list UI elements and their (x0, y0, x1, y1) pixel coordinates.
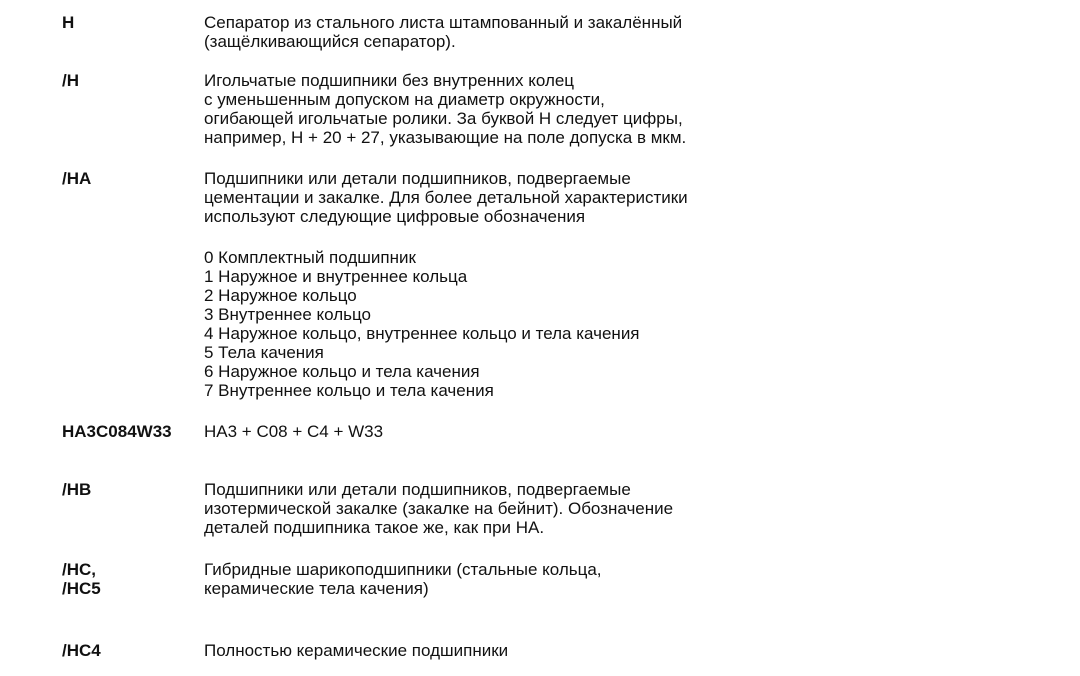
list-item: 1 Наружное и внутреннее кольца (204, 267, 468, 286)
code-slash-h: /H (62, 71, 79, 90)
list-item: 7 Внутреннее кольцо и тела качения (204, 381, 494, 400)
list-item: 2 Наружное кольцо (204, 286, 357, 305)
description-h (204, 13, 1064, 51)
description-line: Гибридные шарикоподшипники (стальные кольца, (204, 560, 602, 579)
description-line: Сепаратор из стального листа штампованный и закалённый (204, 13, 683, 32)
description-line: цементации и закалке. Для более детальной характеристики (204, 188, 688, 207)
list-item: 5 Тела качения (204, 343, 324, 362)
description-slash-ha (204, 169, 1064, 226)
description-slash-hb (204, 480, 1064, 537)
code-h: H (62, 13, 75, 32)
description-line: с уменьшенным допуском на диаметр окружности, (204, 90, 605, 109)
description-line: деталей подшипника такое же, как при НА. (204, 518, 545, 537)
description-line: Игольчатые подшипники без внутренних колец (204, 71, 575, 90)
description-line: Подшипники или детали подшипников, подвергаемые (204, 169, 631, 188)
list-item: 3 Внутреннее кольцо (204, 305, 371, 324)
description-line: HA3 + C08 + C4 + W33 (204, 422, 384, 441)
description-line: огибающей игольчатые ролики. За буквой Н следует цифры, (204, 109, 683, 128)
list-item: 0 Комплектный подшипник (204, 248, 416, 267)
code-slash-hc-hc5: /HC, /HC5 (62, 560, 101, 598)
description-slash-hc4 (204, 641, 1064, 660)
description-line: (защёлкивающийся сепаратор). (204, 32, 456, 51)
code-slash-ha: /HA (62, 169, 92, 188)
description-line: Подшипники или детали подшипников, подвергаемые (204, 480, 631, 499)
description-line: например, Н + 20 + 27, указывающие на поле допуска в мкм. (204, 128, 687, 147)
description-line: используют следующие цифровые обозначения (204, 207, 586, 226)
list-item: 4 Наружное кольцо, внутреннее кольцо и тела качения (204, 324, 640, 343)
code-slash-hc4: /HC4 (62, 641, 101, 660)
description-line: изотермической закалке (закалке на бейнит). Обозначение (204, 499, 674, 518)
description-ha3c084w33 (204, 422, 1064, 441)
description-line: Полностью керамические подшипники (204, 641, 509, 660)
list-item: 6 Наружное кольцо и тела качения (204, 362, 480, 381)
code-ha3c084w33: HA3C084W33 (62, 422, 172, 441)
designation-digit-list (204, 248, 1064, 400)
description-line: керамические тела качения) (204, 579, 429, 598)
code-slash-hb: /HB (62, 480, 92, 499)
description-slash-hc-hc5 (204, 560, 1064, 598)
description-slash-h (204, 71, 1064, 147)
